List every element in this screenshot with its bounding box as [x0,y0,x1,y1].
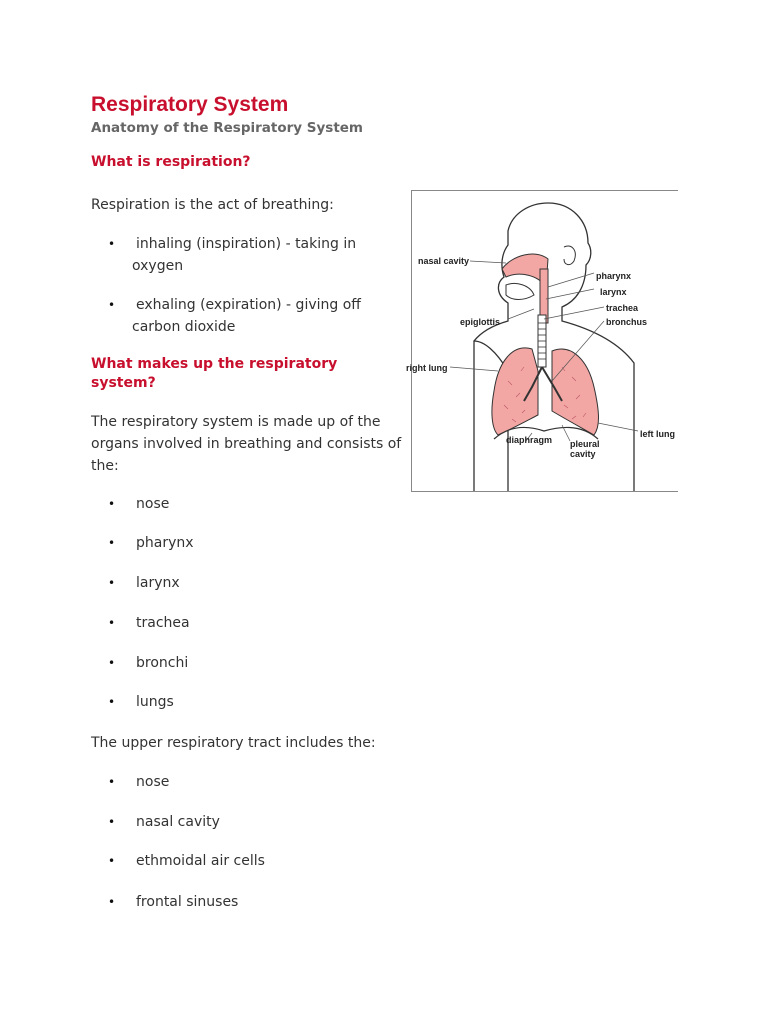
label-left-lung: left lung [640,429,675,439]
bullet-icon: • [108,616,116,630]
mouth-shape [506,283,534,299]
left-lung-shape [552,349,599,435]
bullet-icon: • [108,895,116,909]
bullet-icon: • [108,695,116,709]
heading-line: system? [91,375,156,391]
bullet-icon: • [108,536,116,550]
label-pharynx: pharynx [596,271,632,281]
label-diaphragm: diaphragm [506,435,553,445]
bullet-icon: • [108,298,116,312]
list-item-text: nose [136,774,170,790]
label-pleural: pleural [570,439,600,449]
heading-line: What makes up the respiratory [91,356,338,372]
respiratory-diagram-svg [406,191,679,493]
label-right-lung: right lung [406,363,448,373]
list-item-text: ethmoidal air cells [136,853,265,869]
bullet-icon: • [108,775,116,789]
para-line: The respiratory system is made up of the [91,414,381,430]
respiratory-diagram [406,190,678,492]
label-nasal-cavity: nasal cavity [418,256,470,266]
list-item-text: trachea [136,615,190,631]
para-line: the: [91,458,119,474]
bullet-icon: • [108,576,116,590]
list-item-text: exhaling (expiration) - giving off [136,297,361,313]
makeup-intro [91,411,401,477]
label-epiglottis: epiglottis [460,317,500,327]
para-line: organs involved in breathing and consists of [91,436,402,452]
upper-tract-intro: The upper respiratory tract includes the: [91,735,376,751]
list-item-text: bronchi [136,655,189,671]
bullet-icon: • [108,497,116,511]
bullet-icon: • [108,854,116,868]
list-item-text-cont: carbon dioxide [132,319,236,335]
ear-outline [564,246,575,265]
list-item-text: frontal sinuses [136,894,239,910]
respiration-intro: Respiration is the act of breathing: [91,197,334,213]
label-larynx: larynx [600,287,627,297]
section-heading-respiration: What is respiration? [91,154,251,170]
label-trachea: trachea [606,303,639,313]
label-cavity: cavity [570,449,596,459]
list-item-text: nose [136,496,170,512]
list-item-text: nasal cavity [136,814,220,830]
list-item-text: larynx [136,575,180,591]
body-outline [474,203,634,491]
section-heading-makeup [91,355,337,393]
list-item-text: lungs [136,694,174,710]
right-lung-shape [492,348,538,435]
page-title: Respiratory System [91,93,289,116]
list-item-text: inhaling (inspiration) - taking in [136,236,357,252]
label-bronchus: bronchus [606,317,648,327]
bullet-icon: • [108,237,116,251]
page-subtitle: Anatomy of the Respiratory System [91,120,363,136]
bullet-icon: • [108,815,116,829]
bullet-icon: • [108,656,116,670]
list-item-text: pharynx [136,535,194,551]
list-item-text-cont: oxygen [132,258,184,274]
